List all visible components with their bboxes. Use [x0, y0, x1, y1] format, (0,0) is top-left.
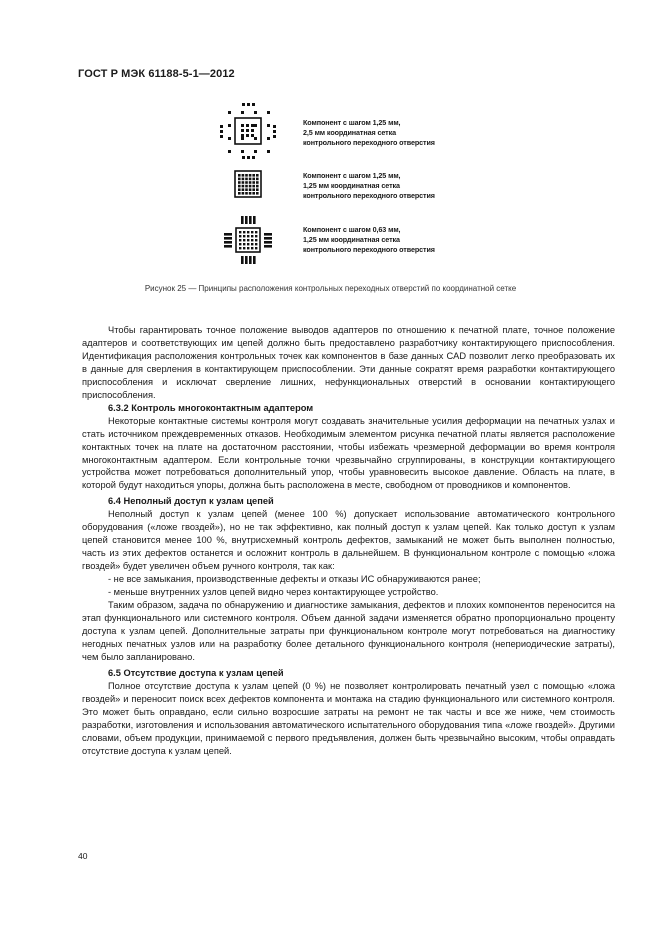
- test-via: [238, 181, 241, 184]
- test-via: [245, 185, 248, 188]
- test-via: [254, 137, 257, 140]
- test-via: [252, 178, 255, 181]
- lead: [241, 256, 244, 264]
- test-via: [254, 124, 257, 127]
- pad: [273, 130, 276, 133]
- test-via: [255, 235, 257, 237]
- pad: [242, 103, 245, 106]
- pad: [252, 156, 255, 159]
- test-via: [247, 239, 249, 241]
- lead: [264, 237, 272, 240]
- paragraph: Таким образом, задача по обнаружению и диагностике замыкания, дефектов и плохих компонентов переносится на этап функционального или системного контроля. Объем данной задачи изменяется обратно пропорционально проценту доступа к узлам цепей. Дополнительные затраты при функциональном контроле могут потребоваться на диагностику негодных печатных узлов или на разработку более детального функционального контроля (непериодические затраты), чем было запланировано.: [82, 600, 615, 662]
- test-via: [238, 185, 241, 188]
- list-item: - меньше внутренних узлов цепей видно через контактирующее устройство.: [108, 587, 439, 598]
- paragraph: Неполный доступ к узлам цепей (менее 100 %) допускает использование автоматического контрольного оборудования («ложе гвоздей»), но не так эффективно, как полный доступ к узлам цепей. Как только доступ к узлам цепей становится менее 100 %, внутрисхемный контроль дефектов, замыканий не может быть выполнен полностью, часть из этих дефектов останется и осложнит контроль в дальнейшем. В функциональном контроле с помощью «ложа гвоздей» будет увеличен объем ручного контроля, так как:: [82, 509, 615, 572]
- lead: [264, 245, 272, 248]
- pad: [220, 125, 223, 128]
- lead: [264, 233, 272, 236]
- test-via: [255, 239, 257, 241]
- pad: [273, 135, 276, 138]
- test-via: [228, 124, 231, 127]
- lead: [241, 216, 244, 224]
- test-via: [256, 185, 259, 188]
- pad: [242, 156, 245, 159]
- test-via: [256, 174, 259, 177]
- test-via: [252, 181, 255, 184]
- test-via: [256, 178, 259, 181]
- lead: [253, 216, 256, 224]
- test-via: [256, 181, 259, 184]
- lead: [224, 237, 232, 240]
- test-via: [252, 174, 255, 177]
- figure-label-2: Компонент с шагом 1,25 мм, 1,25 мм координатная сетка контрольного переходного отверстия: [303, 171, 435, 200]
- section-heading-6-5: 6.5 Отсутствие доступа к узлам цепей: [108, 667, 284, 678]
- inner-pad: [246, 129, 249, 132]
- test-via: [242, 185, 245, 188]
- pad: [252, 103, 255, 106]
- list-item: - не все замыкания, производственные дефекты и отказы ИС обнаруживаются ранее;: [108, 574, 481, 585]
- lead: [224, 245, 232, 248]
- pad: [247, 156, 250, 159]
- test-via: [252, 185, 255, 188]
- inner-pad: [241, 134, 244, 137]
- test-via: [267, 150, 270, 153]
- test-via: [251, 235, 253, 237]
- test-via: [238, 174, 241, 177]
- test-via: [255, 247, 257, 249]
- test-via: [243, 235, 245, 237]
- test-via: [254, 111, 257, 114]
- lead: [245, 216, 248, 224]
- test-via: [267, 124, 270, 127]
- lead: [253, 256, 256, 264]
- test-via: [252, 192, 255, 195]
- pattern-pitch-125-grid-25: [220, 103, 276, 159]
- lead: [224, 233, 232, 236]
- test-via: [239, 247, 241, 249]
- test-via: [242, 178, 245, 181]
- test-via: [247, 243, 249, 245]
- test-via: [255, 243, 257, 245]
- test-via: [228, 111, 231, 114]
- test-via: [249, 188, 252, 191]
- inner-pad: [246, 134, 249, 137]
- test-via: [243, 243, 245, 245]
- test-via: [249, 174, 252, 177]
- section-heading-6-4: 6.4 Неполный доступ к узлам цепей: [108, 496, 274, 507]
- paragraph: Чтобы гарантировать точное положение выводов адаптеров по отношению к печатной плате, точное положение адаптеров и соответствующих им цепей должно быть предоставлено разработчику контактирующего приспособления. Идентификация расположения контрольных точек как компонентов в базе данных CAD позволит легко преобразовать их в данные для сверления в контактирующем приспособлении. Эти данные сократят время разработки контактирующего приспособления и исключат сверление лишних, нефункциональных отверстий в основании контактирующего приспособления.: [82, 325, 615, 400]
- body-text: [82, 324, 615, 757]
- pad: [220, 135, 223, 138]
- pad: [247, 103, 250, 106]
- pattern-pitch-125-grid-125: [235, 171, 261, 197]
- test-via: [251, 231, 253, 233]
- test-via: [243, 247, 245, 249]
- test-via: [267, 111, 270, 114]
- test-via: [239, 243, 241, 245]
- test-via: [243, 231, 245, 233]
- test-via: [251, 239, 253, 241]
- document-header: ГОСТ Р МЭК 61188-5-1—2012: [78, 68, 235, 80]
- test-via: [251, 243, 253, 245]
- test-via: [245, 178, 248, 181]
- grid-diagram: [0, 0, 661, 300]
- figure-label-3: Компонент с шагом 0,63 мм, 1,25 мм координатная сетка контрольного переходного отверстия: [303, 225, 435, 254]
- lead: [224, 241, 232, 244]
- test-via: [243, 239, 245, 241]
- test-via: [252, 188, 255, 191]
- pattern-pitch-063-grid-125: [224, 216, 272, 264]
- figure-caption: Рисунок 25 — Принципы расположения контрольных переходных отверстий по координатной сетке: [144, 284, 517, 293]
- inner-pad: [241, 124, 244, 127]
- test-via: [241, 150, 244, 153]
- test-via: [249, 181, 252, 184]
- inner-pad: [246, 124, 249, 127]
- section-heading-6-3-2: 6.3.2 Контроль многоконтактным адаптером: [108, 402, 314, 413]
- test-via: [242, 192, 245, 195]
- pad: [273, 125, 276, 128]
- test-via: [242, 174, 245, 177]
- lead: [245, 256, 248, 264]
- test-via: [238, 188, 241, 191]
- test-via: [228, 150, 231, 153]
- test-via: [241, 137, 244, 140]
- test-via: [239, 239, 241, 241]
- test-via: [267, 137, 270, 140]
- test-via: [238, 178, 241, 181]
- test-via: [254, 150, 257, 153]
- test-via: [239, 235, 241, 237]
- test-via: [239, 231, 241, 233]
- test-via: [228, 137, 231, 140]
- test-via: [238, 192, 241, 195]
- lead: [249, 256, 252, 264]
- test-via: [249, 178, 252, 181]
- figure-label-1: Компонент с шагом 1,25 мм, 2,5 мм координатная сетка контрольного переходного отверстия: [303, 118, 435, 147]
- test-via: [249, 185, 252, 188]
- test-via: [242, 181, 245, 184]
- test-via: [247, 231, 249, 233]
- inner-pad: [251, 134, 254, 137]
- test-via: [255, 231, 257, 233]
- test-via: [241, 111, 244, 114]
- lead: [249, 216, 252, 224]
- figure-25: [0, 0, 661, 300]
- test-via: [256, 192, 259, 195]
- pad: [220, 130, 223, 133]
- test-via: [247, 247, 249, 249]
- test-via: [245, 181, 248, 184]
- paragraph: Полное отсутствие доступа к узлам цепей (0 %) не позволяет контролировать печатный узел с помощью «ложа гвоздей» и переносит поиск всех дефектов компонента и монтажа на стадию функционального или системного контроля. Это может быть оправдано, если сильно возросшие затраты на ремонт не так часты и все же ниже, чем стоимость разработки, изготовления и использования автоматического испытательного оборудования типа «ложе гвоздей». Другими словами, объем продукции, принимаемой с первого предъявления, должен быть чрезвычайно высоким, чтобы оправдать отсутствие доступа к узлам цепей.: [82, 680, 615, 756]
- test-via: [245, 188, 248, 191]
- inner-pad: [251, 124, 254, 127]
- test-via: [242, 188, 245, 191]
- test-via: [249, 192, 252, 195]
- lead: [264, 241, 272, 244]
- inner-pad: [241, 129, 244, 132]
- test-via: [251, 247, 253, 249]
- inner-pad: [251, 129, 254, 132]
- page-number: 40: [78, 851, 88, 861]
- test-via: [256, 188, 259, 191]
- test-via: [245, 174, 248, 177]
- paragraph: Некоторые контактные системы контроля могут создавать значительные усилия деформации на печатных узлах и стать источником преждевременных отказов. Необходимым элементом рисунка печатной платы является расположение контактных точек на плате на достаточном расстоянии, чтобы избежать чрезмерной деформации во время контроля многоконтактным адаптером. Если контрольные точки чрезвычайно сгруппированы, в конструкции контактирующего устройства может потребоваться дополнительный упор, чтобы уравновесить высокое давление. Область на плате, в которой будут находиться упоры, должна быть расположена в месте, свободном от проводников и компонентов.: [82, 415, 615, 491]
- test-via: [245, 192, 248, 195]
- test-via: [247, 235, 249, 237]
